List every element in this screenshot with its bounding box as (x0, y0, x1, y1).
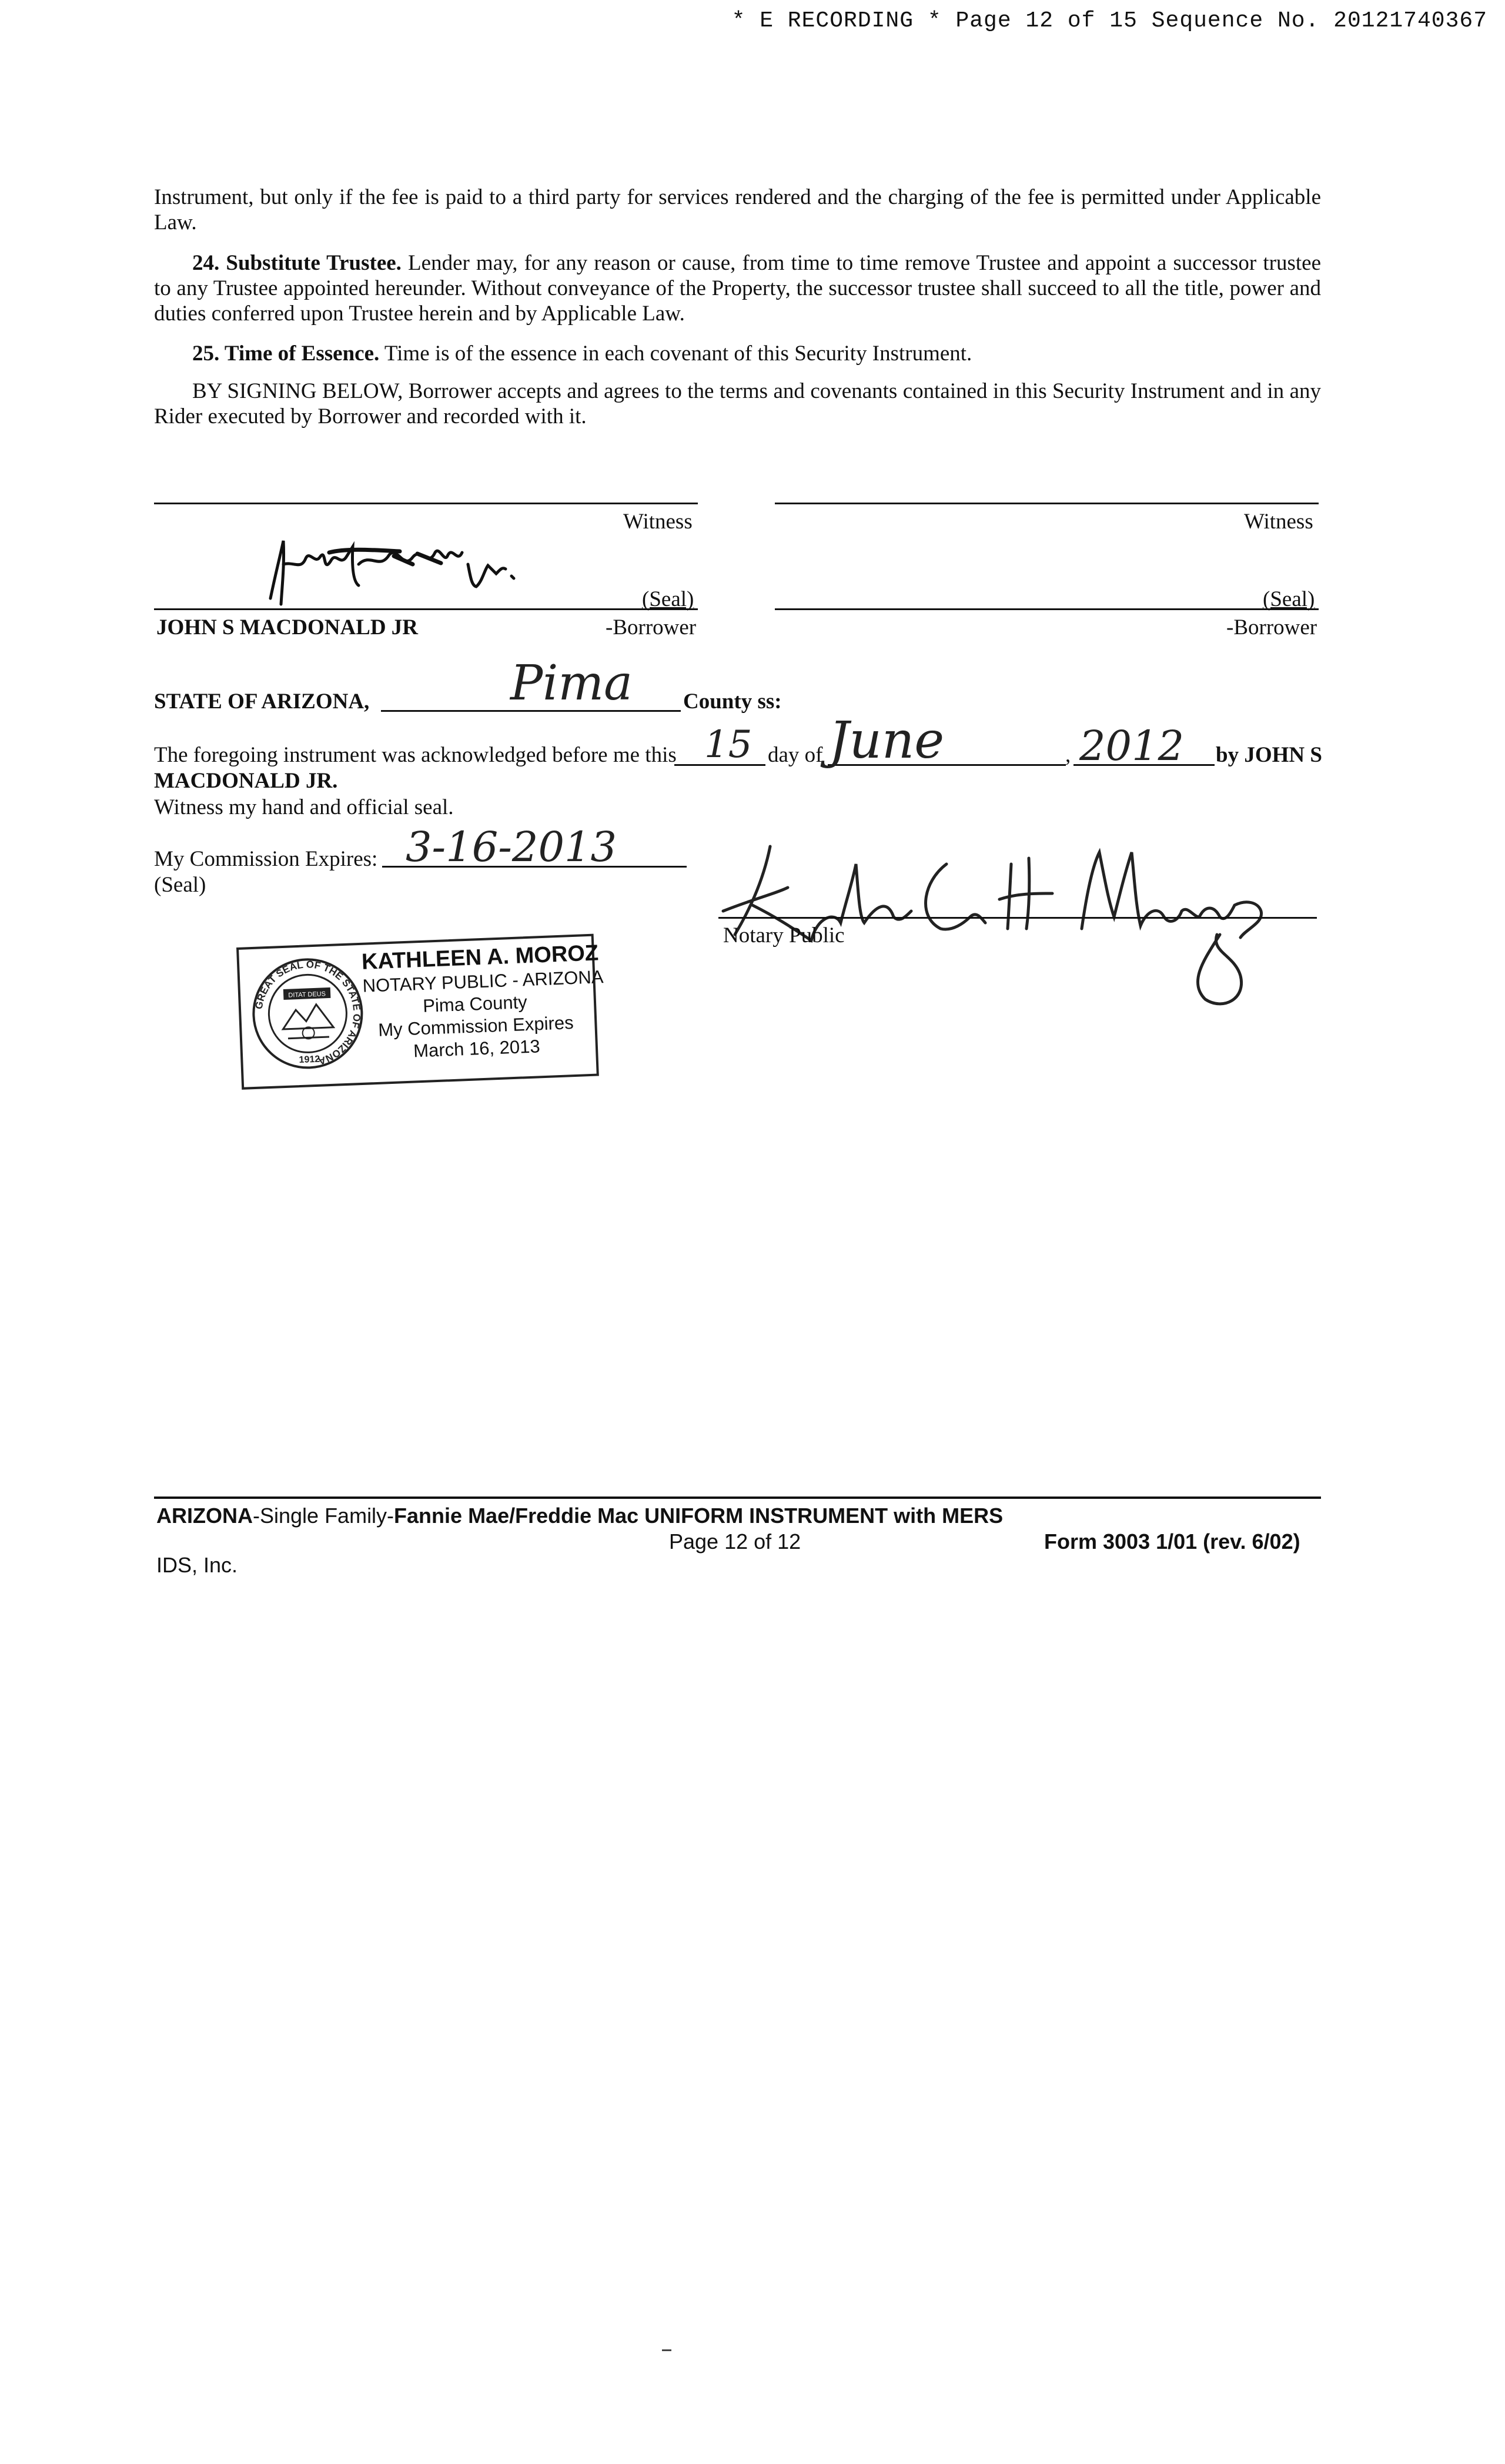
footer-form-title (156, 1504, 1003, 1528)
borrower-line-right (775, 608, 1319, 610)
paragraph-signing-below: BY SIGNING BELOW, Borrower accepts and agrees to the terms and covenants contained in this Security Instrument and in any Rider executed by Borrower and recorded with it. (154, 379, 1321, 428)
paragraph-instrument-fee: Instrument, but only if the fee is paid to a third party for services rendered and the charging of the fee is permitted under Applicable Law. (154, 185, 1321, 235)
footer-rule (154, 1497, 1321, 1499)
seal-label-notary: (Seal) (154, 873, 206, 897)
borrower-label-right: -Borrower (1226, 615, 1317, 640)
footer-form-number: Form 3003 1/01 (rev. 6/02) (1044, 1529, 1300, 1554)
footer-uniform-instrument: Fannie Mae/Freddie Mac UNIFORM INSTRUMENT with MERS (394, 1504, 1004, 1528)
borrower-label-left: -Borrower (606, 615, 697, 640)
paragraph-substitute-trustee (154, 250, 1321, 326)
seal-label-right: (Seal) (1263, 587, 1315, 611)
witness-label-left: Witness (623, 510, 693, 534)
witness-label-right: Witness (1244, 510, 1313, 534)
year-handwritten: 2012 (1079, 722, 1185, 770)
acknowledgment-text: The foregoing instrument was acknowledged before me this (154, 743, 677, 767)
county-label: County ss: (683, 689, 782, 714)
comma-separator: , (1065, 743, 1071, 767)
stamp-county: Pima County (422, 992, 528, 1016)
borrower-line-left (154, 608, 698, 610)
seal-ring-text: GREAT SEAL OF THE STATE OF ARIZONA (253, 959, 363, 1067)
section-body-24: Lender may, for any reason or cause, from time to time remove Trustee and appoint a successor trustee to any Trustee appointed hereunder. Without conveyance of the Property, the successor trustee shall succeed to all the title, power and duties conferred upon Trustee herein and by Applicable Law. (154, 251, 1321, 326)
borrower-name: JOHN S MACDONALD JR (156, 615, 419, 640)
stamp-name: KATHLEEN A. MOROZ (361, 940, 599, 975)
stamp-expires-date: March 16, 2013 (413, 1036, 541, 1062)
paragraph-time-of-essence (154, 341, 1321, 366)
seal-motto: DITAT DEUS (288, 990, 326, 999)
month-handwritten: June (829, 711, 945, 770)
state-label: STATE OF ARIZONA, (154, 689, 370, 714)
footer-state: ARIZONA (156, 1504, 253, 1528)
stamp-expires-label: My Commission Expires (377, 1012, 574, 1040)
name-continued: MACDONALD JR. (154, 769, 338, 793)
county-handwritten: Pima (510, 655, 633, 711)
day-handwritten: 15 (704, 723, 752, 766)
state-seal-icon (250, 956, 366, 1072)
commission-handwritten: 3-16-2013 (406, 823, 617, 871)
seal-label-left: (Seal) (642, 587, 694, 611)
day-of-label: day of (768, 743, 823, 767)
footer-company: IDS, Inc. (156, 1553, 238, 1577)
section-title-24: 24. Substitute Trustee. (192, 251, 402, 275)
section-title-25: 25. Time of Essence. (192, 342, 380, 366)
witness-line-left (154, 503, 698, 504)
recording-header: * E RECORDING * Page 12 of 15 Sequence No. 20121740367 (731, 8, 1487, 34)
stamp-title: NOTARY PUBLIC - ARIZONA (362, 966, 604, 996)
footer-single-family: -Single Family- (253, 1504, 394, 1528)
notary-signature-line (718, 917, 1317, 919)
stray-mark (662, 2349, 671, 2351)
witness-hand-text: Witness my hand and official seal. (154, 795, 454, 819)
seal-year: 1912 (299, 1054, 320, 1066)
notary-stamp (236, 934, 604, 1090)
notary-public-label: Notary Public (723, 923, 845, 948)
witness-line-right (775, 503, 1319, 504)
commission-label: My Commission Expires: (154, 847, 378, 871)
by-label: by JOHN S (1216, 743, 1322, 767)
borrower-signature (259, 529, 529, 611)
section-body-25: Time is of the essence in each covenant of this Security Instrument. (379, 342, 972, 366)
footer-page-number: Page 12 of 12 (669, 1529, 801, 1554)
